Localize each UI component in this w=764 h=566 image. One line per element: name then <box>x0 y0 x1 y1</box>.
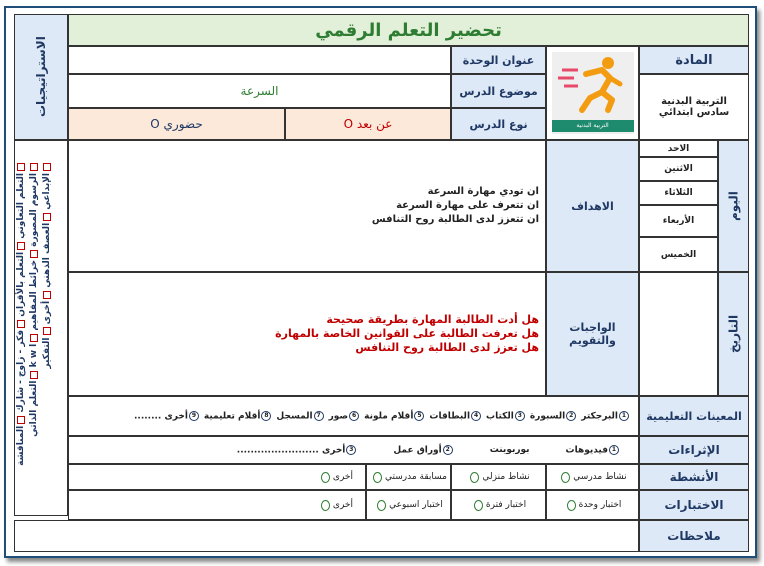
activity-option[interactable]: نشاط مدرسي <box>546 464 639 490</box>
notes-field[interactable] <box>14 520 639 552</box>
resource-option[interactable]: 1البرجكتر <box>581 411 630 422</box>
resource-option[interactable]: 6صور <box>329 411 361 422</box>
strategy-item: الإبداعي <box>42 173 52 210</box>
strategy-item: الرسوم المصورة <box>29 173 39 247</box>
day-monday[interactable]: الاثنين <box>639 157 718 181</box>
spacer <box>14 516 68 520</box>
strategy-checkbox[interactable] <box>17 163 25 171</box>
enrichment-option[interactable]: 2أوراق عمل <box>393 445 453 456</box>
strategy-item: فكر - زاوج - شارك <box>16 329 26 413</box>
date-label: التاريخ <box>718 272 749 396</box>
strategy-item: التفكير <box>42 337 52 369</box>
logo-cell <box>546 46 639 140</box>
objective-item: ان تتعرف على مهارة السرعة <box>396 200 539 211</box>
lesson-topic-field[interactable]: السرعة <box>68 74 451 108</box>
strategy-item: k w l <box>29 343 39 368</box>
test-option[interactable]: اختبار وحدة <box>546 490 639 520</box>
subject-name: التربية البدنية <box>661 96 727 107</box>
strategy-checkbox[interactable] <box>43 328 51 336</box>
strategy-item: التعلم بالأقران <box>16 251 26 317</box>
test-option[interactable]: اختبار فترة <box>451 490 546 520</box>
strategy-checkbox[interactable] <box>30 163 38 171</box>
resource-option[interactable]: 9أخرى ........ <box>134 411 200 422</box>
resources-label: المعينات التعليمية <box>639 396 749 436</box>
lesson-type-label: نوع الدرس <box>451 108 546 140</box>
logo-caption: التربية البدنية <box>552 120 634 132</box>
strategy-checkbox[interactable] <box>17 320 25 328</box>
strategy-checkbox[interactable] <box>17 242 25 250</box>
strategy-item: التعلم الذاتي <box>29 380 39 437</box>
test-option[interactable]: أخرى <box>68 490 366 520</box>
resource-option[interactable]: 2السبورة <box>530 411 577 422</box>
strategy-item: التعلم التعاوني <box>16 173 26 239</box>
objectives-panel <box>68 140 546 272</box>
strategy-checkbox[interactable] <box>43 291 51 299</box>
homework-label: الواجبات والتقويم <box>546 272 639 396</box>
homework-item: هل تعرفت الطالبة على القوانين الخاصة بالمهارة <box>275 327 539 340</box>
enrichment-options <box>68 436 639 464</box>
objectives-label: الاهداف <box>546 140 639 272</box>
strategy-item: العصف الذهني <box>42 222 52 288</box>
day-thursday[interactable]: الخميس <box>639 237 718 272</box>
resource-option[interactable]: 8أقلام تعليمية <box>204 411 273 422</box>
unit-title-label: عنوان الوحدة <box>451 46 546 74</box>
subject-value-cell <box>639 74 749 140</box>
day-sunday[interactable]: الاحد <box>639 140 718 157</box>
strategy-item: خرائط المفاهيم <box>29 259 39 331</box>
lesson-type-inperson-option[interactable]: حضوري O <box>68 108 285 140</box>
strategy-checkbox[interactable] <box>30 371 38 379</box>
activity-option[interactable]: مسابقة مدرستي <box>366 464 451 490</box>
homework-item: هل تعزز لدى الطالبة روح التنافس <box>355 341 539 354</box>
page-title: تحضير التعلم الرقمي <box>68 14 749 46</box>
resource-option[interactable]: 4البطاقات <box>429 411 482 422</box>
strategy-checkbox[interactable] <box>30 250 38 258</box>
homework-panel <box>68 272 546 396</box>
resource-option[interactable]: 7المسجل <box>276 411 324 422</box>
day-tuesday[interactable]: الثلاثاء <box>639 181 718 205</box>
strategies-panel <box>14 140 68 516</box>
tests-label: الاختبارات <box>639 490 749 520</box>
activity-option[interactable]: نشاط منزلي <box>451 464 546 490</box>
lesson-topic-label: موضوع الدرس <box>451 74 546 108</box>
enrichment-label: الإثراءات <box>639 436 749 464</box>
strategy-item: أخرى <box>42 300 52 325</box>
resource-option[interactable]: 3الكتاب <box>486 411 526 422</box>
resource-option[interactable]: 5أقلام ملونة <box>364 411 425 422</box>
test-option[interactable]: اختبار اسبوعي <box>366 490 451 520</box>
enrichment-option[interactable]: 3أخرى ........................ <box>237 445 358 456</box>
objective-item: ان تتعزز لدى الطالبة روح التنافس <box>371 214 539 225</box>
strategy-checkbox[interactable] <box>43 213 51 221</box>
day-label: اليوم <box>718 140 749 272</box>
unit-title-field[interactable] <box>68 46 451 74</box>
homework-item: هل أدت الطالبة المهارة بطريقة صحيحة <box>326 313 539 326</box>
day-wednesday[interactable]: الأربعاء <box>639 205 718 237</box>
lesson-type-remote-option[interactable]: عن بعد O <box>285 108 451 140</box>
date-field[interactable] <box>639 272 718 396</box>
runner-icon <box>552 52 634 118</box>
homework-list <box>275 313 539 355</box>
subject-grade: سادس ابتدائي <box>658 107 730 118</box>
subject-label: المادة <box>639 46 749 74</box>
strategies-label: الاستراتيجيات <box>14 14 68 140</box>
strategy-item: المناقشة <box>16 425 26 466</box>
resources-options <box>68 396 639 436</box>
strategy-checkbox[interactable] <box>43 163 51 171</box>
objectives-list <box>372 185 539 227</box>
objective-item: ان تودي مهارة السرعة <box>427 186 539 197</box>
runner-logo <box>552 52 634 134</box>
strategy-checkbox[interactable] <box>30 334 38 342</box>
activity-option[interactable]: أخرى <box>68 464 366 490</box>
notes-label: ملاحظات <box>639 520 749 552</box>
activities-label: الأنشطة <box>639 464 749 490</box>
enrichment-option[interactable]: 1فيديوهات <box>566 445 620 456</box>
strategy-checkbox[interactable] <box>17 416 25 424</box>
lesson-plan-form <box>4 6 757 558</box>
enrichment-option[interactable]: بوربوينت <box>489 445 530 455</box>
